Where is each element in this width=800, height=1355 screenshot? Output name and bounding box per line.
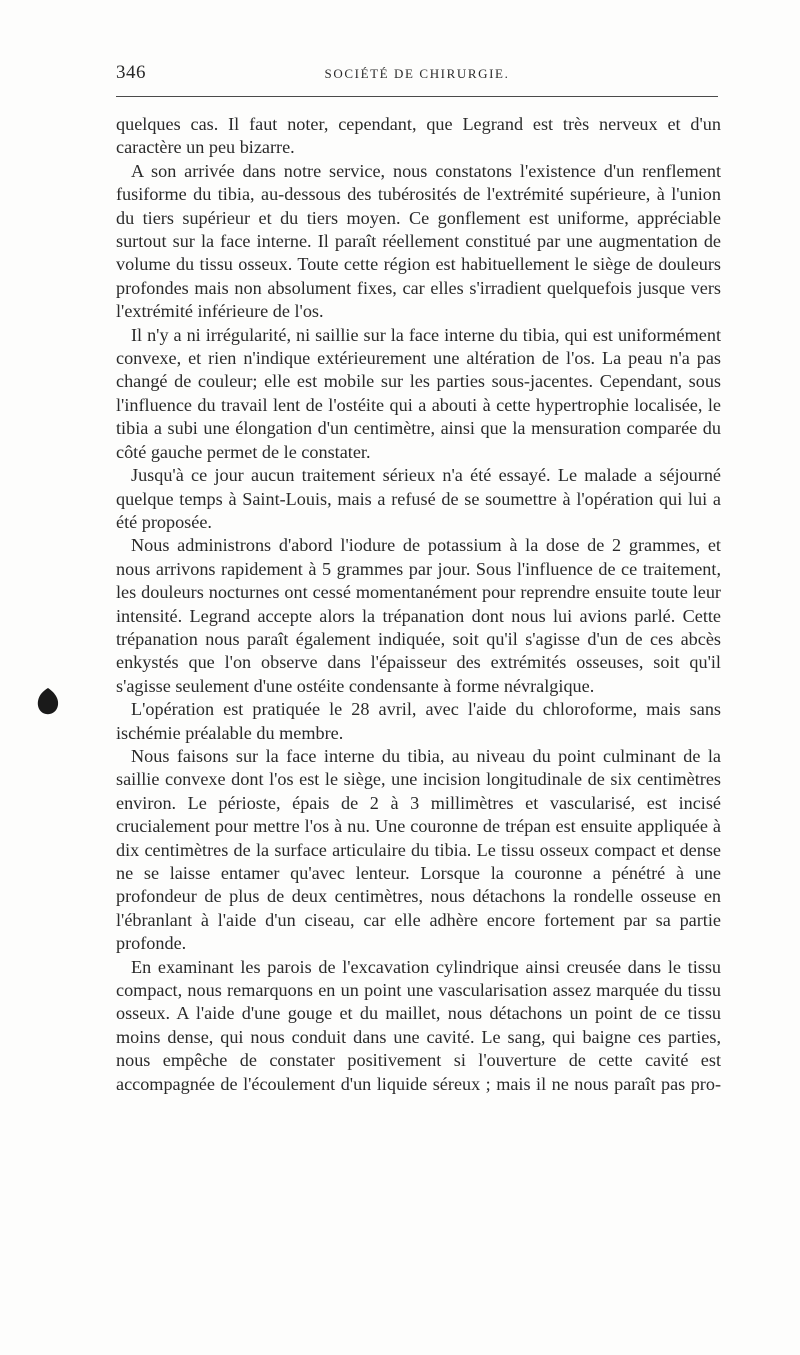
running-head bbox=[116, 58, 718, 88]
header-rule bbox=[116, 96, 718, 97]
paragraph-6: L'opération est pratiquée le 28 avril, avec l'aide du chloroforme, mais sans ischémie préalable du membre. bbox=[116, 699, 721, 743]
paragraph-3: Il n'y a ni irrégularité, ni saillie sur la face interne du tibia, qui est uniformément convexe, et rien n'indique extérieurement une altération de l'os. La peau n'a pas changé de couleur; elle est mobile sur les parties sous-jacentes. Cependant, sous l'influence du travail lent de l'ostéite qui a abouti à cette hypertrophie localisée, le tibia a subi une élongation d'un centimètre, ainsi que la mensuration comparée du côté gauche permet de le constater. bbox=[116, 324, 721, 462]
paragraph-1: quelques cas. Il faut noter, cependant, que Legrand est très nerveux et d'un caractère un peu bizarre. bbox=[116, 114, 721, 158]
paragraph-2: A son arrivée dans notre service, nous constatons l'existence d'un renflement fusiforme du tibia, au-dessous des tubérosités de l'extrémité supérieure, à l'union du tiers supérieur et du tiers moyen. Ce gonflement est uniforme, appréciable surtout sur la face interne. Il paraît réellement constitué par une augmentation de volume du tissu osseux. Toute cette région est habituellement le siège de douleurs profondes mais non absolument fixes, car elles s'irradient quelquefois jusque vers l'extrémité inférieure de l'os. bbox=[116, 160, 721, 322]
paragraph-7: Nous faisons sur la face interne du tibia, au niveau du point culminant de la saillie convexe dont l'os est le siège, une incision longitudinale de six centimètres environ. Le périoste, épais de 2 à 3 millimètres et vascularisé, est incisé crucialement pour mettre l'os à nu. Une couronne de trépan est ensuite appliquée à dix centimètres de la surface articulaire du tibia. Le tissu osseux compact et dense ne se laisse entamer qu'avec lenteur. Lorsque la couronne a pénétré à une profondeur de plus de deux centimètres, nous détachons la rondelle osseuse en l'ébranlant à l'aide d'un ciseau, car elle adhère encore fortement par sa partie profonde. bbox=[116, 745, 721, 954]
paragraph-5: Nous administrons d'abord l'iodure de potassium à la dose de 2 grammes, et nous arrivons rapidement à 5 grammes par jour. Sous l'influence de ce traitement, les douleurs nocturnes ont cessé momentanément pour reprendre ensuite toute leur intensité. Legrand accepte alors la trépanation dont nous lui avions parlé. Cette trépanation nous paraît également indiquée, soit qu'il s'agisse d'un de ces abcès enkystés que l'on observe dans l'épaisseur des extrémités osseuses, soit qu'il s'agisse seulement d'une ostéite condensante à forme névralgique. bbox=[116, 535, 721, 696]
paragraph-4: Jusqu'à ce jour aucun traitement sérieux n'a été essayé. Le malade a séjourné quelque temps à Saint-Louis, mais a refusé de se soumettre à l'opération qui lui a été proposée. bbox=[116, 465, 721, 532]
ink-blot-icon bbox=[35, 686, 61, 716]
body-text bbox=[116, 113, 721, 1096]
paragraph-8: En examinant les parois de l'excavation cylindrique ainsi creusée dans le tissu compact, nous remarquons en un point une vascularisation assez marquée du tissu osseux. A l'aide d'une gouge et du maillet, nous détachons un point de ce tissu moins dense, qui nous conduit dans une cavité. Le sang, qui baigne ces parties, nous empêche de constater positivement si l'ouverture de cette cavité est accompagnée de l'écoulement d'un liquide séreux ; mais il ne nous paraît pas pro- bbox=[116, 956, 721, 1094]
journal-title: SOCIÉTÉ DE CHIRURGIE. bbox=[324, 66, 510, 81]
page-number: 346 bbox=[116, 62, 146, 83]
